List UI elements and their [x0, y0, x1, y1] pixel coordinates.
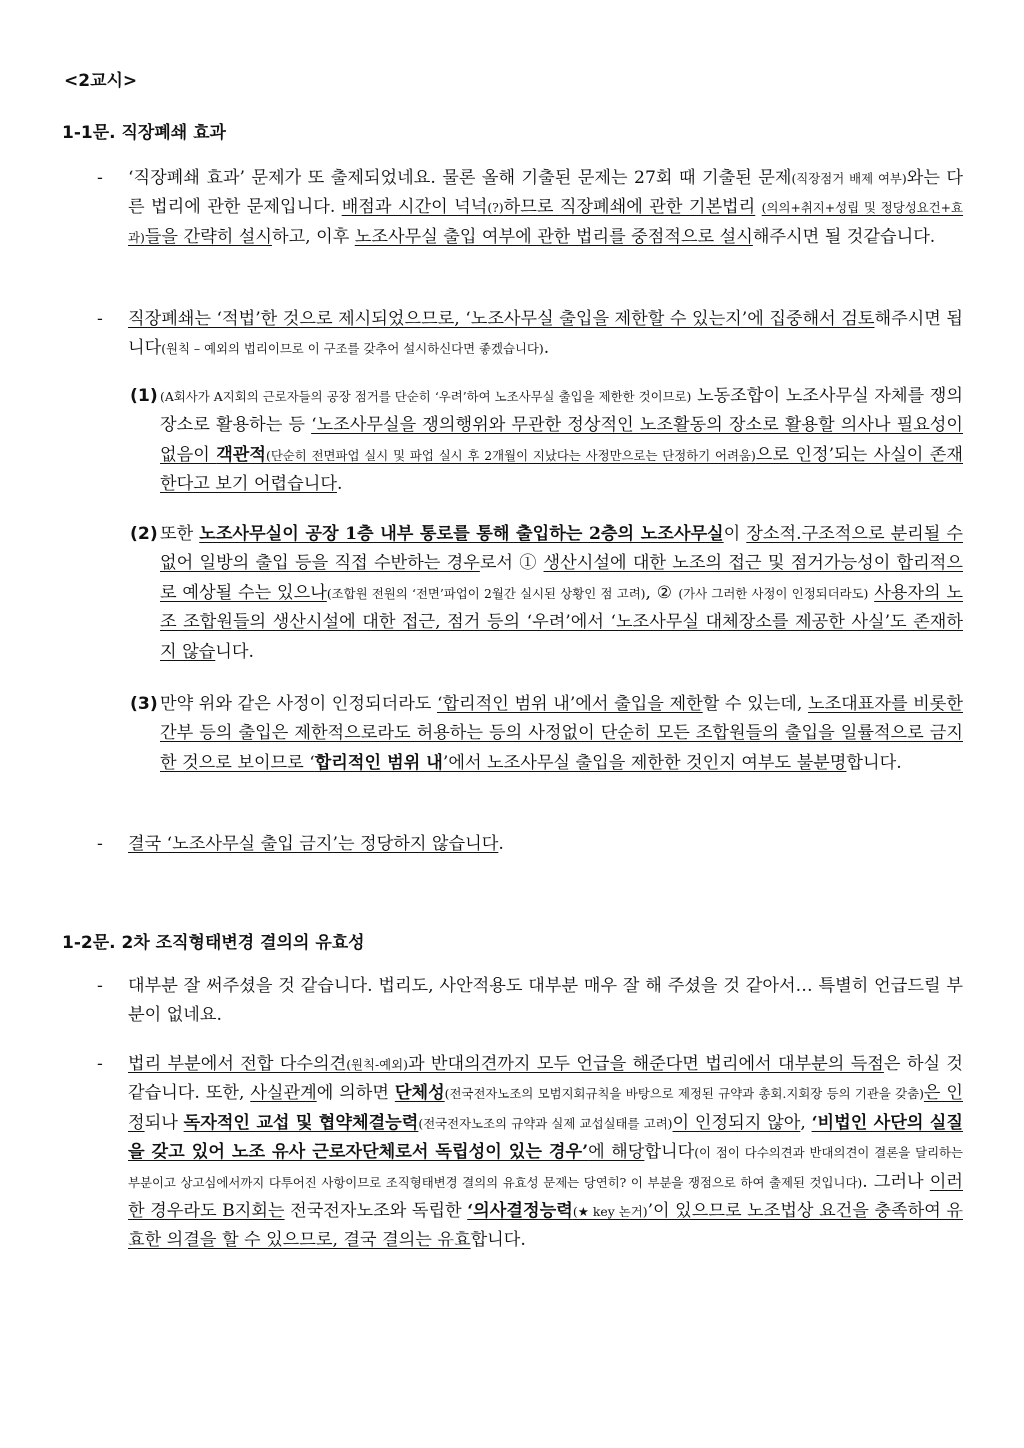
bold-text: ‘의사결정능력 [467, 1201, 573, 1222]
text: . [336, 474, 343, 495]
section-1-point-1 [130, 382, 963, 500]
underlined-text: 사실관계 [250, 1083, 317, 1104]
session-title: <2교시> [64, 71, 138, 91]
text: 만약 위와 같은 사정이 인정되더라도 [160, 694, 437, 714]
underlined-text: 이 인정되지 않아 [672, 1112, 801, 1133]
note: (전국전자노조의 규약과 실제 교섭실태를 고려) [418, 1115, 673, 1131]
text: 하고, 이후 [271, 226, 355, 247]
underlined-text: 과 반대의견까지 모두 언급을 해준다면 법리에서 대부분의 득점 [407, 1054, 884, 1074]
note: (원칙-예외) [346, 1057, 408, 1072]
text: 와는 다른 법리에 관한 문제입니다. [128, 168, 963, 218]
text: 합니다 [644, 1142, 695, 1163]
note: (★ key 논거) [572, 1204, 648, 1220]
text: . [543, 338, 550, 359]
note: (A회사가 A지회의 근로자들의 공장 점거를 단순히 ‘우려’하여 노조사무실 출입을 제한한 것이므로) [160, 389, 692, 404]
underlined-text: 들을 간략히 설시 [144, 226, 272, 247]
note: (의의+취지+성립 및 정당성요건+효과) [128, 200, 963, 245]
underlined-text: 사용자의 노조 조합원들의 생산시설에 대한 접근, 점거 등의 ‘우려’에서 ‘노조사무실 대체장소를 제공한 사실’도 존재하지 않습 [160, 582, 964, 662]
text: ‘직장폐쇄 효과’ 문제가 또 출제되었네요. 물론 올해 기출된 문제는 27회 때 기출된 문제 [128, 168, 792, 188]
point-number: (3) [130, 694, 158, 714]
underlined-text: 배점과 시간이 넉넉 [341, 197, 488, 218]
text: 해주시면 될 것같습니다. [752, 226, 936, 247]
section-1-bullet-3 [97, 830, 963, 859]
text: 해주시면 됩니다 [128, 309, 963, 359]
bold-text: 독자적인 교섭 및 협약체결능력 [183, 1112, 419, 1133]
text: . 그러나 [862, 1171, 930, 1192]
text: 할 수 있는데, [702, 694, 808, 714]
section-1-point-2 [130, 520, 963, 667]
section-2-bullet-1 [97, 972, 963, 1031]
underlined-text: ’에서 노조사무실 출입을 제한한 것인지 여부도 불분명 [442, 752, 847, 773]
bold-text: 객관적 [216, 444, 266, 465]
text: 로서 ① [479, 553, 544, 574]
note: (이 점이 다수의견과 반대의견이 결론을 달리하는 부분이고 상고심에서까지 다투어진 사항이므로 조직형태변경 결의의 유효성 문제는 당연히? 이 부분을 쟁점으로 하여 출제된 것입니다) [128, 1145, 963, 1190]
text: 니다. [215, 641, 254, 662]
text: 합니다. [470, 1230, 526, 1251]
point-number: (1) [130, 386, 158, 406]
point-number: (2) [130, 524, 158, 544]
text: 은 하실 것 같습니다. 또한, [128, 1054, 963, 1104]
underlined-text: 으로 인정’되는 사실이 존재한다고 보기 어렵습니다 [160, 444, 963, 495]
underlined-text: ’이 있으므로 노조법상 요건을 충족하여 유효한 의결을 할 수 있으므로, 결국 결의는 유효 [128, 1201, 963, 1251]
underlined-text: 장소적.구조적으로 분리될 수 없어 일방의 출입 등을 직접 수반하는 경우 [160, 524, 963, 574]
note: (단순히 전면파업 실시 및 파업 실시 후 2개월이 지났다는 사정만으로는 단정하기 어려움) [266, 447, 756, 463]
section-1-heading: 1-1문. 직장폐쇄 효과 [62, 123, 226, 143]
underlined-text: 법리 부분에서 전합 다수의견 [128, 1054, 347, 1074]
section-2-heading: 1-2문. 2차 조직형태변경 결의의 유효성 [62, 933, 365, 953]
note: (?) [487, 200, 504, 216]
underlined-text: 생산시설에 대한 노조의 접근 및 점거가능성이 합리적으로 예상될 수는 있으나 [160, 553, 963, 603]
text: , ② [645, 582, 679, 603]
note: (전국전자노조의 모범지회규칙을 바탕으로 제정된 규약과 총회.지회장 등의 기관을 갖춤) [444, 1086, 924, 1102]
underlined-text: 에 해당 [588, 1142, 645, 1163]
text: , [800, 1112, 812, 1133]
note: (가사 그러한 사정이 인정되더라도) [678, 585, 869, 601]
underlined-text: ‘합리적인 범위 내’에서 출입을 제한 [436, 694, 703, 714]
underlined-text: 하므로 직장폐쇄에 관한 기본법리 [503, 197, 756, 218]
bold-text: ‘비법인 사단의 실질을 갖고 있어 노조 유사 근로자단체로서 독립성이 있는 경우’ [128, 1112, 964, 1163]
text: 합니다. [846, 752, 902, 773]
underlined-text: ‘노조사무실을 쟁의행위와 무관한 정상적인 노조활동의 장소로 활용할 의사나 필요성이 없음이 [160, 415, 964, 465]
text: 되나 [144, 1112, 184, 1133]
bold-text: 합리적인 범위 내 [314, 752, 443, 773]
section-1-point-3 [130, 690, 963, 778]
bold-text: 단체성 [394, 1083, 445, 1104]
underlined-text: 결국 ‘노조사무실 출입 금지’는 정당하지 않습니다 [128, 834, 499, 854]
section-1-bullet-2 [97, 305, 963, 364]
text: 에 의하면 [316, 1083, 395, 1104]
underlined-text: 은 인정 [128, 1083, 963, 1133]
text: 이 [723, 524, 747, 544]
section-1-bullet-1 [97, 164, 963, 252]
bold-text: 노조사무실이 공장 1층 내부 통로를 통해 출입하는 2층의 노조사무실 [199, 524, 724, 544]
underlined-text: 노조대표자를 비롯한 간부 등의 출입은 제한적으로라도 허용하는 등의 사정없이 단순히 모든 조합원들의 출입을 일률적으로 금지한 것으로 보이므로 ‘ [160, 694, 963, 773]
text: . [498, 834, 504, 854]
text: 또한 [160, 524, 200, 544]
underlined-text: 이러한 경우라도 B지회는 [128, 1171, 963, 1222]
underlined-text: 직장폐쇄는 ‘적법’한 것으로 제시되었으므로, ‘노조사무실 출입을 제한할 수 있는지’에 집중해서 검토 [128, 309, 875, 329]
text: 전국전자노조와 독립한 [284, 1201, 468, 1222]
note: (원칙 – 예외의 법리이므로 이 구조를 갖추어 설시하신다면 좋겠습니다) [161, 341, 544, 357]
note: (조합원 전원의 ‘전면’파업이 2월간 실시된 상황인 점 고려) [326, 585, 646, 601]
underlined-text: 노조사무실 출입 여부에 관한 법리를 중점적으로 설시 [354, 226, 753, 247]
section-2-bullet-2 [97, 1050, 963, 1256]
text: 대부분 잘 써주셨을 것 같습니다. 법리도, 사안적용도 대부분 매우 잘 해 주셨을 것 같아서… 특별히 언급드릴 부분이 없네요. [128, 976, 963, 1026]
text: 노동조합이 노조사무실 자체를 쟁의장소로 활용하는 등 [160, 386, 964, 436]
note: (직장점거 배제 여부) [791, 171, 907, 186]
